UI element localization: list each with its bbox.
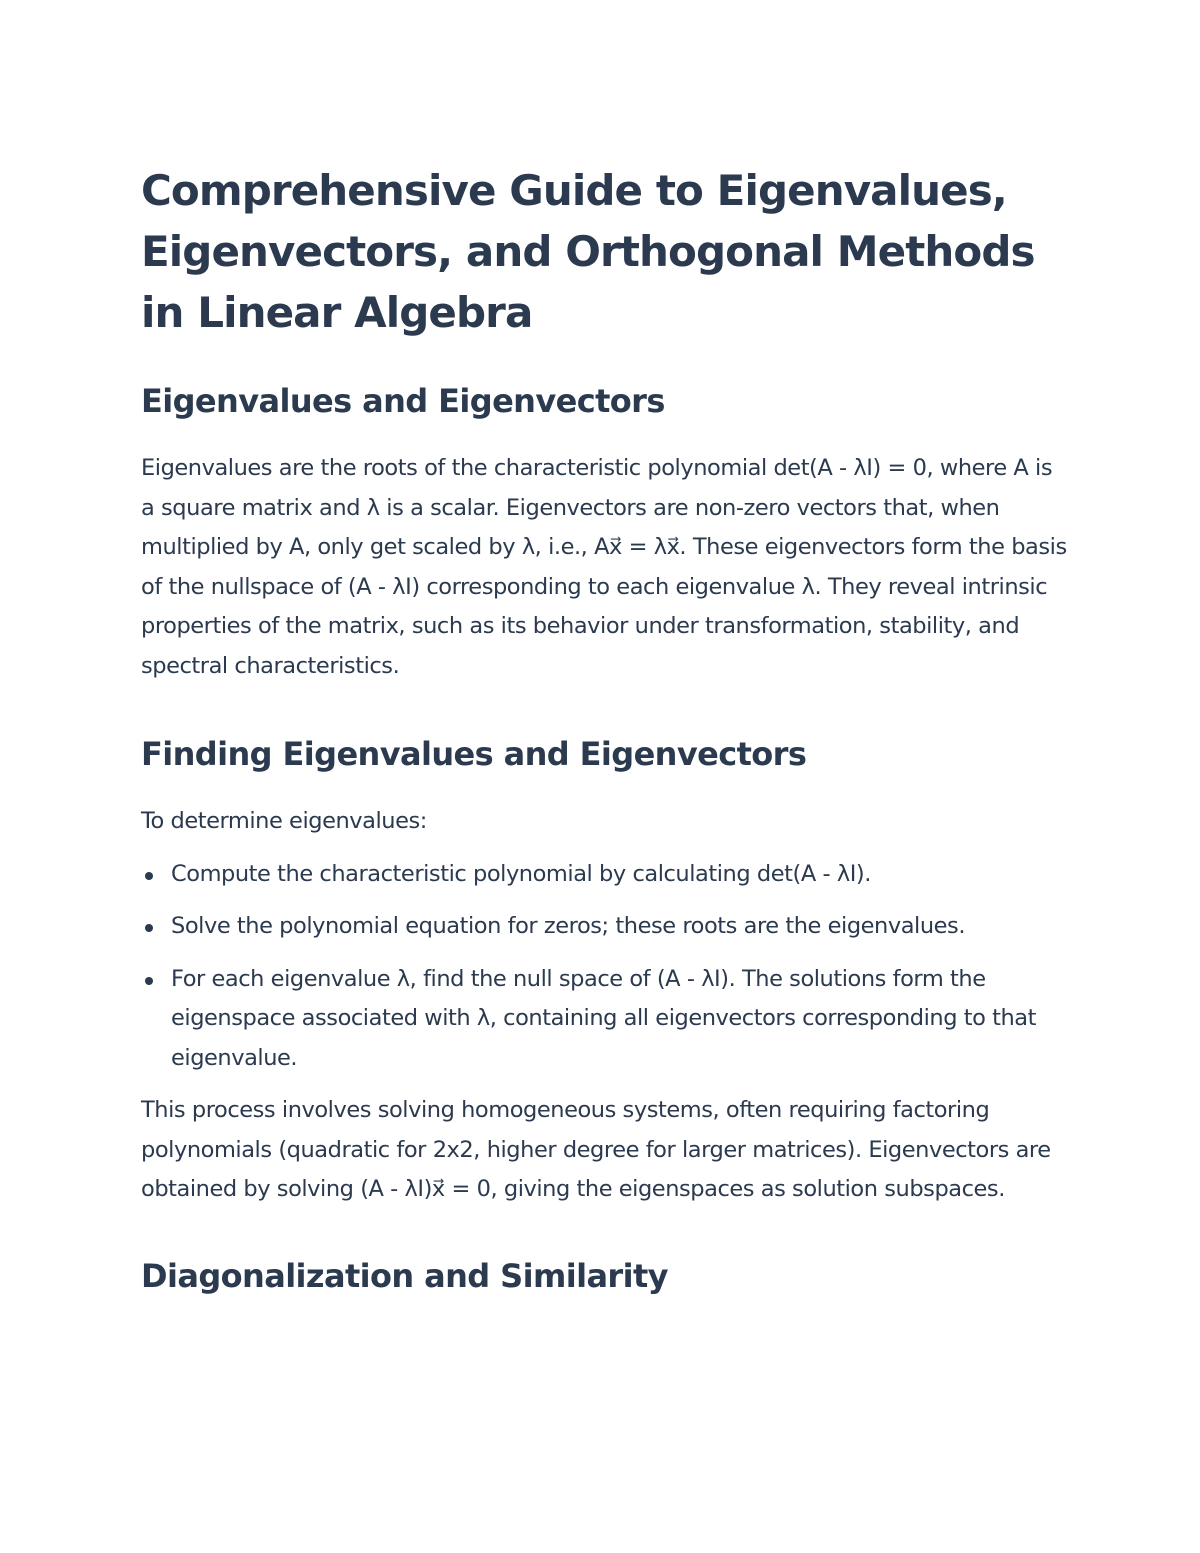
section-heading-eigenvalues-and-eigenvectors: Eigenvalues and Eigenvectors: [141, 382, 665, 420]
section-paragraph-eigenvalues-and-eigenvectors: Eigenvalues are the roots of the characteristic polynomial det(A - λI) = 0, where A is a square matrix and λ is a scalar. Eigenvectors are non-zero vectors that, when multiplied by A, only get scaled by λ, i.e., Ax⃗ = λx⃗. These eigenvectors form the basis of the nullspace of (A - λI) corresponding to each eigenvalue λ. They reveal intrinsic properties of the matrix, such as its behavior under transformation, stability, and spectral characteristics.: [141, 455, 1067, 679]
section-intro-finding-eigenvalues: To determine eigenvalues:: [141, 808, 427, 834]
list-item: Compute the characteristic polynomial by calculating det(A - λI).: [171, 855, 1071, 895]
section-paragraph-finding-eigenvalues: This process involves solving homogeneous systems, often requiring factoring polynomials (quadratic for 2x2, higher degree for larger matrices). Eigenvectors are obtained by solving (A - λI)x⃗ = 0, giving the eigenspaces as solution subspaces.: [141, 1097, 1051, 1202]
document-title: Comprehensive Guide to Eigenvalues, Eigenvectors, and Orthogonal Methods in Linear Algebra: [141, 166, 1035, 337]
section-heading-finding-eigenvalues: Finding Eigenvalues and Eigenvectors: [141, 735, 807, 773]
list-item: For each eigenvalue λ, find the null space of (A - λI). The solutions form the eigenspace associated with λ, containing all eigenvectors corresponding to that eigenvalue.: [171, 960, 1071, 1079]
document-page: [141, 160, 1071, 1296]
list-item: Solve the polynomial equation for zeros; these roots are the eigenvalues.: [171, 907, 1071, 947]
section-heading-diagonalization: Diagonalization and Similarity: [141, 1256, 668, 1295]
steps-list: [141, 855, 1071, 1079]
